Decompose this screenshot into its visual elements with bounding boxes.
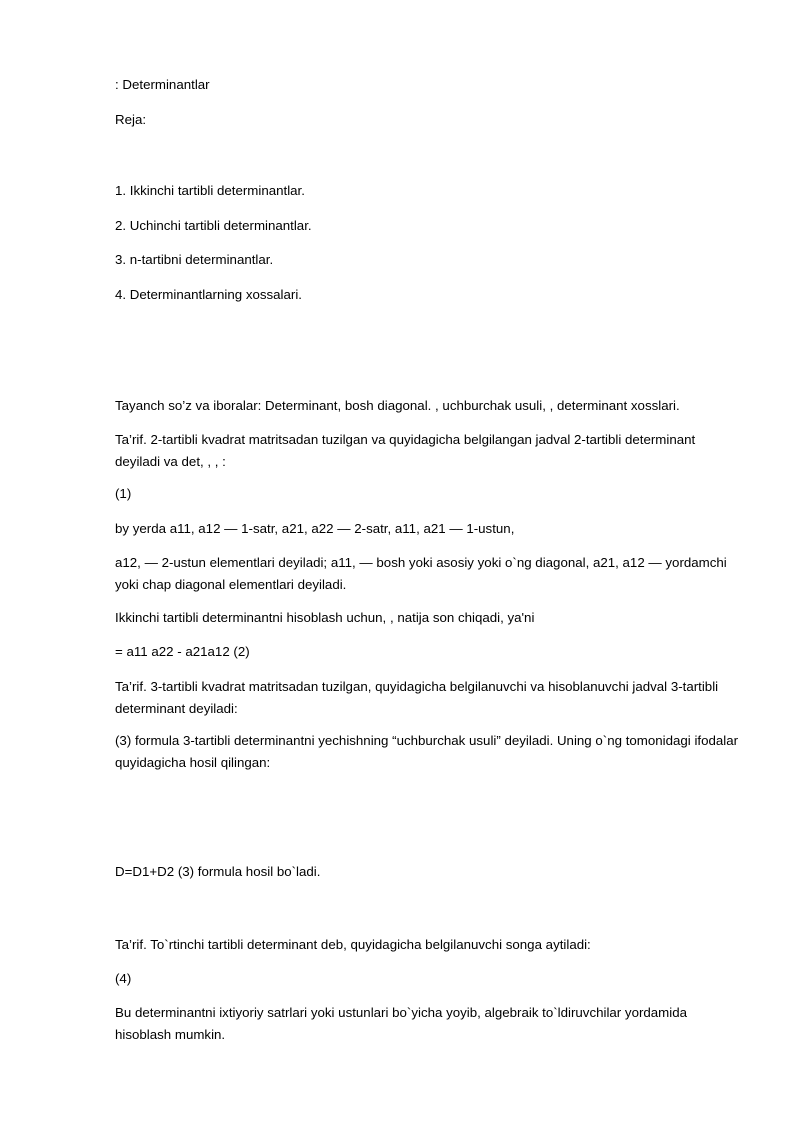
compute-2nd-order-paragraph: Ikkinchi tartibli determinantni hisoblash uchun, , natija son chiqadi, ya'ni xyxy=(115,610,535,625)
definition-2nd-order: Ta’rif. 2-tartibli kvadrat matritsadan tuzilgan va quyidagicha belgilangan jadval 2-tartibli determinant deyiladi va det, , , : xyxy=(115,432,696,469)
document-title: : Determinantlar xyxy=(115,77,210,92)
plan-item: 3. n-tartibni determinantlar. xyxy=(115,252,274,267)
plan-item: 1. Ikkinchi tartibli determinantlar. xyxy=(115,183,305,198)
formula-2: = a11 a22 - a21a12 (2) xyxy=(115,644,250,659)
triangle-method-paragraph: (3) formula 3-tartibli determinantni yechishning “uchburchak usuli” deyiladi. Uning o`ng tomonidagi ifodalar quyidagicha hosil qilingan: xyxy=(115,733,739,770)
d-formula-line: D=D1+D2 (3) formula hosil bo`ladi. xyxy=(115,864,321,879)
definition-4th-order: Ta’rif. To`rtinchi tartibli determinant deb, quyidagicha belgilanuvchi songa aytiladi: xyxy=(115,937,591,952)
keywords-paragraph: Tayanch so’z va iboralar: Determinant, bosh diagonal. , uchburchak usuli, , determinant xosslari. xyxy=(115,398,680,413)
formula-number-1: (1) xyxy=(115,486,132,501)
diagonals-paragraph: a12, — 2-ustun elementlari deyiladi; a11, — bosh yoki asosiy yoki o`ng diagonal, a21, a12 — yordamchi yoki chap diagonal elementlari deyiladi. xyxy=(115,555,727,592)
plan-item: 2. Uchinchi tartibli determinantlar. xyxy=(115,218,312,233)
elements-paragraph: by yerda a11, a12 — 1-satr, a21, a22 — 2-satr, a11, a21 — 1-ustun, xyxy=(115,521,515,536)
plan-item: 4. Determinantlarning xossalari. xyxy=(115,287,302,302)
plan-label: Reja: xyxy=(115,112,147,127)
final-paragraph: Bu determinantni ixtiyoriy satrlari yoki ustunlari bo`yicha yoyib, algebraik to`ldiruvchilar yordamida hisoblash mumkin. xyxy=(115,1005,688,1042)
formula-number-4: (4) xyxy=(115,971,132,986)
definition-3rd-order: Ta’rif. 3-tartibli kvadrat matritsadan tuzilgan, quyidagicha belgilanuvchi va hisoblanuvchi jadval 3-tartibli determinant deyiladi: xyxy=(115,679,719,716)
